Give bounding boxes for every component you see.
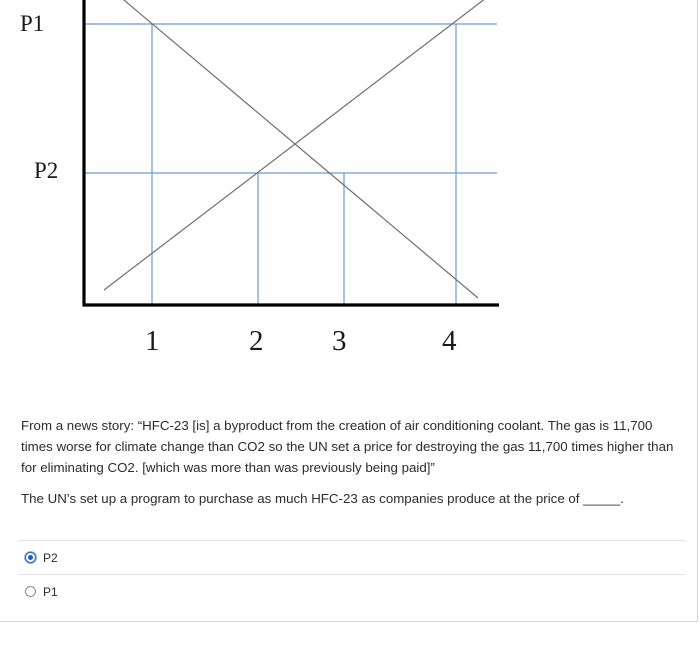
option-p2[interactable] [18, 540, 686, 574]
x-label-2: 2 [249, 325, 264, 357]
option-label-p2: P2 [43, 550, 58, 565]
demand-curve [112, 0, 478, 298]
x-label-3: 3 [332, 325, 347, 357]
option-label-p1: P1 [43, 584, 58, 599]
radio-p2[interactable] [25, 552, 36, 563]
y-label-p1: P1 [20, 11, 45, 36]
question-text [21, 415, 681, 509]
y-label-p2: P2 [34, 158, 59, 183]
option-p1[interactable] [18, 574, 686, 608]
question-prompt: The UN’s set up a program to purchase as much HFC-23 as companies produce at the price of _____. [21, 491, 624, 506]
x-label-1: 1 [145, 325, 160, 357]
answer-options [18, 540, 686, 608]
radio-p1[interactable] [25, 586, 36, 597]
news-story-text: From a news story: “HFC-23 [is] a byproduct from the creation of air conditioning coolant. The gas is 11,700 times worse for climate change than CO2 so the UN set a price for destroying the gas 11,700 times higher than for eliminating CO2. [which was more than was previously being paid]” [21, 418, 674, 475]
x-label-4: 4 [442, 325, 457, 357]
